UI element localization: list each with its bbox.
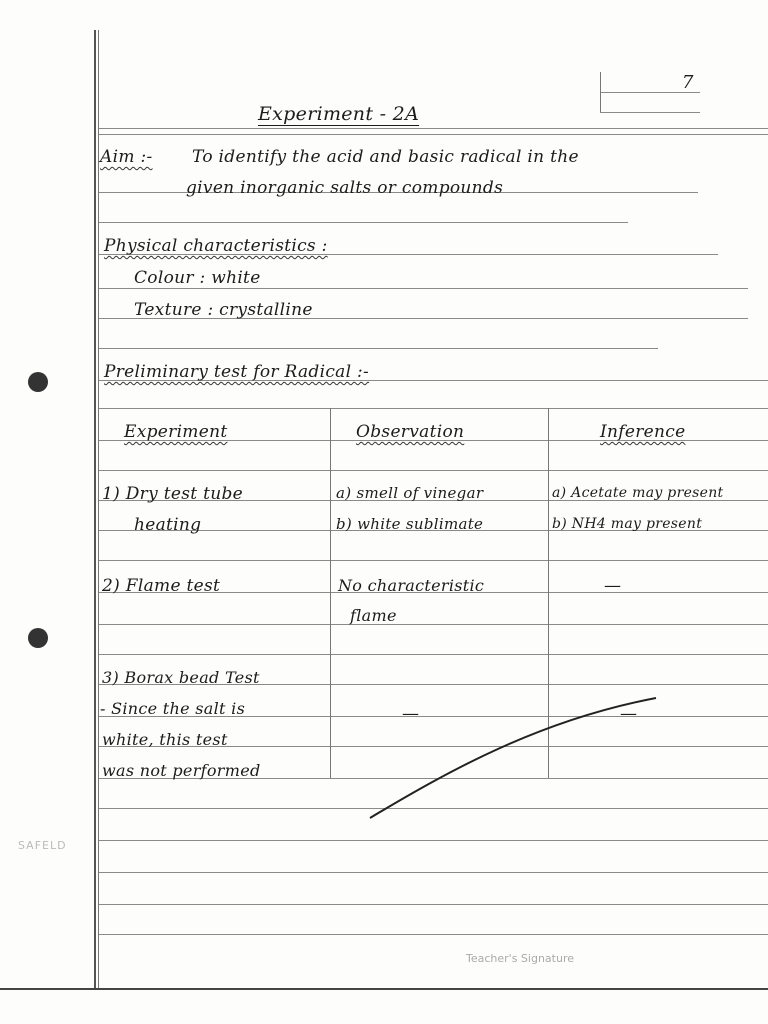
row2-experiment-line1: 2) Flame test (102, 576, 221, 596)
header-observation: Observation (356, 422, 465, 442)
row2-observation-line1: No characteristic (338, 576, 485, 595)
texture-text: Texture : crystalline (134, 300, 313, 320)
page-number: 7 (682, 72, 694, 93)
aim-text-line1: To identify the acid and basic radical in the (192, 147, 579, 167)
row3-experiment-line2: - Since the salt is (100, 699, 246, 718)
row2-inference-dash: — (604, 576, 622, 596)
physical-title: Physical characteristics : (104, 236, 328, 256)
row1-observation-line2: b) white sublimate (336, 515, 484, 533)
row1-experiment-line2: heating (134, 515, 202, 535)
aim-text-line2: given inorganic salts or compounds (186, 178, 504, 198)
aim-label: Aim :- (100, 147, 153, 167)
row1-inference-line1: a) Acetate may present (552, 485, 724, 501)
row1-experiment-line1: 1) Dry test tube (102, 484, 243, 504)
row3-observation-dash: — (402, 704, 420, 724)
header-inference: Inference (600, 422, 686, 442)
margin-stamp: SAFELD (18, 839, 67, 852)
teacher-signature-label: Teacher's Signature (466, 952, 574, 965)
colour-text: Colour : white (134, 268, 261, 288)
experiment-heading: Experiment - 2A (258, 103, 420, 125)
preliminary-title: Preliminary test for Radical :- (104, 362, 370, 382)
row3-inference-dash: — (620, 704, 638, 724)
row1-inference-line2: b) NH4 may present (552, 516, 703, 532)
row1-observation-line1: a) smell of vinegar (336, 484, 484, 502)
row2-observation-line2: flame (350, 606, 397, 625)
header-experiment: Experiment (124, 422, 228, 442)
row3-experiment-line4: was not performed (102, 761, 261, 780)
row3-experiment-line1: 3) Borax bead Test (102, 668, 260, 687)
row3-experiment-line3: white, this test (102, 730, 228, 749)
